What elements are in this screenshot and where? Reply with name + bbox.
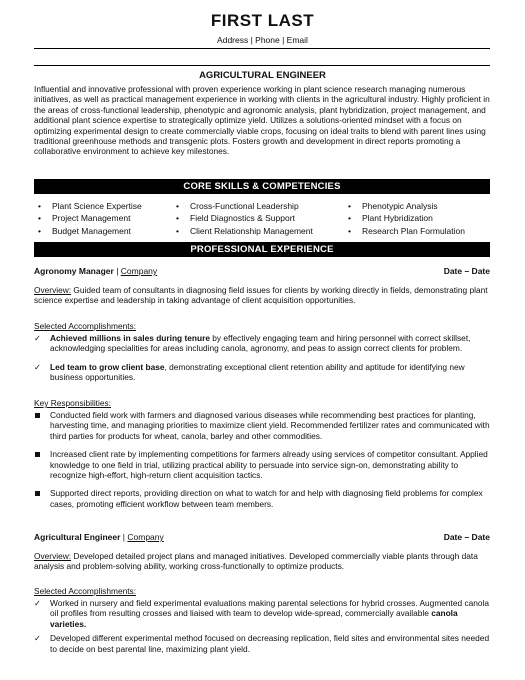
header-rule-bottom	[34, 65, 490, 66]
accomplishment-item	[34, 362, 492, 383]
job2-date: Date – Date	[443, 532, 490, 542]
accomplishment-bold: Led team to grow client base	[50, 361, 165, 372]
job1-responsibilities	[34, 410, 492, 509]
responsibility-item	[34, 410, 492, 441]
experience-heading: PROFESSIONAL EXPERIENCE	[34, 242, 490, 257]
accomplishment-text: Developed different experimental method focused on decreasing replication, field sites and environmental sites needed to decide on best parental line, maximizing plant yield.	[50, 633, 490, 654]
skill-item: • Plant Science Expertise	[34, 200, 142, 212]
responsibility-item	[34, 488, 492, 509]
header-rule-top	[34, 48, 490, 49]
skill-item: • Phenotypic Analysis	[344, 200, 465, 212]
job2-accomplishments-label	[34, 586, 492, 596]
job1-responsibilities-label-text: Key Responsibilities:	[34, 398, 111, 408]
job1-overview	[34, 285, 492, 306]
job2-accomplishments-label-text: Selected Accomplishments:	[34, 586, 137, 596]
skill-item: • Budget Management	[34, 225, 142, 237]
job1-company: Company	[120, 266, 158, 276]
job2-overview-label: Overview:	[34, 551, 72, 561]
job2-company: Company	[127, 532, 164, 542]
accomplishment-item	[34, 333, 492, 354]
skill-item: • Field Diagnostics & Support	[172, 212, 313, 224]
checkmark-icon: ✓	[34, 598, 41, 608]
job1-date: Date – Date	[443, 266, 490, 276]
contact-line: Address | Phone | Email	[217, 35, 308, 45]
summary-paragraph: Influential and innovative professional with proven experience working in plant science research managing numerous initiatives, as well as practical management experience in working with clients in the agricultural industry. Highly proficient in the areas of cross-functional leadership, phenotypic and agronomic analysis, plant hybridization, project management, and additional plant science expertise to strategically optimize yield. Utilizes a solutions-oriented mindset with a focus on optimizing experimental design to create commercially viable crops, focusing on ideal traits to blend with parent lines using traditional greenhouse methods and transgenic plots. Fosters growth and development in direct reports promoting a collaborative environment to achieve key milestones.	[34, 84, 490, 157]
skill-item: • Cross-Functional Leadership	[172, 200, 313, 212]
job-title: AGRICULTURAL ENGINEER	[199, 70, 326, 81]
job2-accomplishments	[34, 598, 492, 654]
square-bullet-icon	[34, 488, 46, 498]
accomplishment-text: , demonstrating exceptional client retention ability and aptitude for identifying new business opportunities.	[50, 361, 465, 383]
accomplishment-bold: Achieved millions in sales during tenure	[50, 333, 210, 343]
skill-item: • Project Management	[34, 212, 142, 224]
skills-column-2	[172, 200, 313, 237]
job1-separator: |	[113, 266, 121, 276]
job2-overview	[34, 551, 492, 572]
job1-accomplishments	[34, 333, 492, 383]
square-bullet-icon	[34, 449, 46, 459]
responsibility-text: Conducted field work with farmers and diagnosed various diseases while recommending best practices for planting, harvesting time, and managing priorities to maximize client yield. Recommended fertilizer rates and communicated with third parties for products for wheat, canola, barley and other commodities.	[50, 410, 490, 441]
square-bullet-icon	[34, 410, 46, 420]
job1-overview-label: Overview:	[34, 285, 72, 295]
accomplishment-text: by effectively engaging team and hiring personnel with correct skillset, acknowledging specialities for areas including canola, agronomy, and peas to assign correct clients for problem.	[50, 333, 471, 354]
job1-overview-text: Guided team of consultants in diagnosing field issues for clients by working directly in fields, demonstrating plant science expertise and leadership in taking advantage of client acquisition opportunities.	[34, 285, 488, 306]
candidate-name: FIRST LAST	[210, 11, 315, 30]
skill-item: • Plant Hybridization	[344, 212, 465, 224]
checkmark-icon: ✓	[34, 333, 41, 343]
checkmark-icon: ✓	[34, 361, 41, 372]
job1-role: Agronomy Manager	[34, 266, 114, 276]
skills-column-1	[34, 200, 142, 237]
job2-overview-text: Developed detailed project plans and managed initiatives. Developed commercially viable plants through data analysis and problem-solving ability, working cross-functionally to optimize products.	[34, 551, 478, 572]
job1-accomplishments-label-text: Selected Accomplishments:	[34, 321, 137, 331]
job1-responsibilities-label	[34, 398, 492, 408]
skill-item: • Research Plan Formulation	[344, 225, 465, 237]
skills-column-3	[344, 200, 465, 237]
responsibility-text: Increased client rate by implementing competitions for farmers already using services of competitor consultant. Applied knowledge to one field in trial, utilizing practical ability to persuade into service sign-on, demonstrating ability to recognize high-effort, high-return client acquisition tactics.	[50, 449, 488, 481]
accomplishment-item	[34, 633, 492, 654]
skills-heading: CORE SKILLS & COMPETENCIES	[34, 179, 490, 194]
job2-separator: |	[120, 532, 128, 542]
accomplishment-item	[34, 598, 492, 629]
job1-accomplishments-label	[34, 321, 492, 331]
accomplishment-bold: canola varieties.	[50, 608, 458, 629]
accomplishment-text: Worked in nursery and field experimental evaluations making parental selections for hybrid crosses. Augmented canola oil profiles from resulting crosses and liaised with team to develop wide-spread, commercially available	[50, 598, 490, 619]
skill-item: • Client Relationship Management	[172, 225, 313, 237]
checkmark-icon: ✓	[34, 633, 41, 644]
job2-role: Agricultural Engineer	[34, 532, 121, 542]
responsibility-text: Supported direct reports, providing direction on what to watch for and help with diagnosing field problems for complex cases, promoting efficient workflow between team members.	[50, 488, 483, 509]
responsibility-item	[34, 449, 492, 480]
